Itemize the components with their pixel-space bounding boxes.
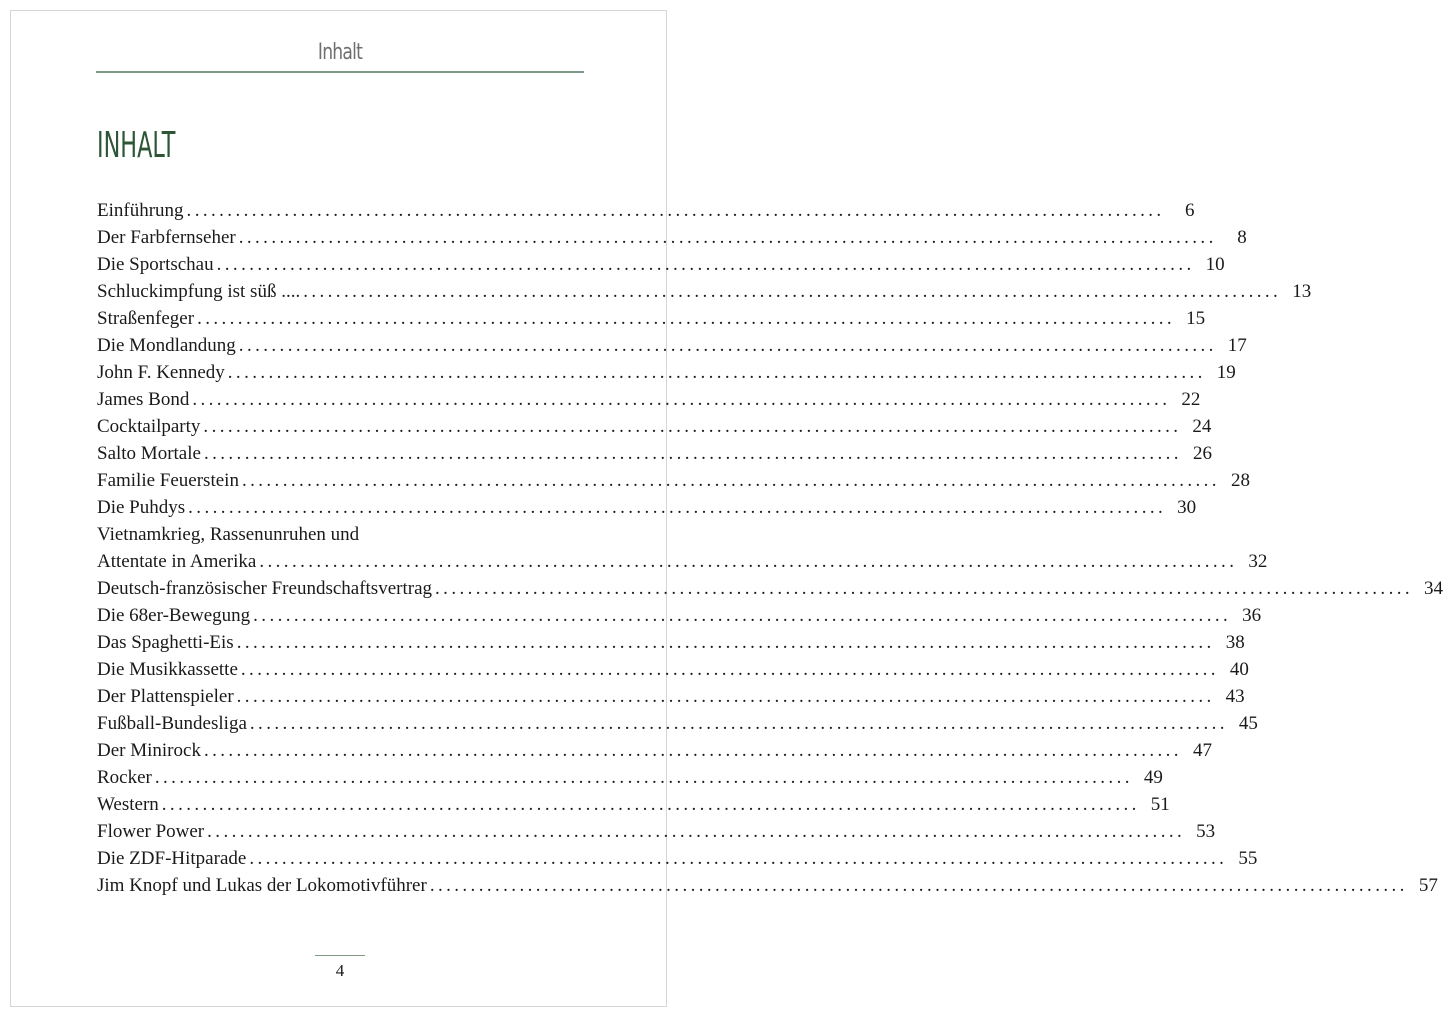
toc-entry-title: Schluckimpfung ist süß .... — [97, 281, 301, 302]
toc-entry-page: 10 — [1205, 254, 1225, 275]
toc-entry-title: Fußball-Bundesliga — [97, 713, 247, 734]
toc-leader-dots: ........................................................................................................................ — [238, 227, 1217, 248]
toc-entry-page: 15 — [1186, 308, 1206, 329]
toc-entry[interactable] — [97, 818, 1216, 845]
toc-entry[interactable] — [97, 413, 1212, 440]
toc-entry-page: 43 — [1225, 686, 1245, 707]
toc-entry-page: 17 — [1227, 335, 1247, 356]
toc-entry[interactable] — [97, 602, 1262, 629]
toc-entry-page: 32 — [1248, 551, 1268, 572]
toc-entry-title: Der Farbfernseher — [97, 227, 236, 248]
toc-leader-dots: ........................................................................................................................ — [161, 794, 1140, 815]
toc-entry-page: 40 — [1229, 659, 1249, 680]
toc-entry-page: 45 — [1238, 713, 1258, 734]
toc-leader-dots: ........................................................................................................................ — [236, 632, 1215, 653]
toc-entry[interactable] — [97, 710, 1258, 737]
toc-entry-title: Vietnamkrieg, Rassenunruhen und — [97, 524, 360, 545]
toc-leader-dots: ........................................................................................................................ — [241, 470, 1220, 491]
toc-leader-dots: ........................................................................................................................ — [303, 281, 1282, 302]
toc-entry-title: Einführung — [97, 200, 184, 221]
toc-leader-dots: ........................................................................................................................ — [197, 308, 1176, 329]
toc-leader-dots: ........................................................................................................................ — [259, 551, 1238, 572]
toc-entry-page: 13 — [1292, 281, 1312, 302]
toc-entry-page: 51 — [1150, 794, 1170, 815]
toc-entry-page: 28 — [1230, 470, 1250, 491]
running-head: Inhalt — [317, 40, 363, 65]
toc-entry[interactable] — [97, 494, 1197, 521]
toc-entry[interactable] — [97, 872, 1438, 899]
toc-entry-title: Die 68er-Bewegung — [97, 605, 251, 626]
toc-leader-dots: ........................................................................................................................ — [186, 200, 1165, 221]
toc-leader-dots: ........................................................................................................................ — [240, 659, 1219, 680]
toc-leader-dots: ........................................................................................................................ — [192, 389, 1171, 410]
toc-entry-title: Jim Knopf und Lukas der Lokomotivführer — [97, 875, 427, 896]
page-title: INHALT — [97, 125, 176, 166]
toc-leader-dots: ........................................................................................................................ — [253, 605, 1232, 626]
toc-entry-title: Das Spaghetti-Eis — [97, 632, 234, 653]
toc-leader-dots: ........................................................................................................................ — [236, 686, 1215, 707]
toc-entry-page: 47 — [1192, 740, 1212, 761]
toc-entry[interactable] — [97, 386, 1201, 413]
toc-entry[interactable] — [97, 521, 583, 548]
toc-entry-title: Der Plattenspieler — [97, 686, 234, 707]
toc-entry-title: Deutsch-französischer Freundschaftsvertrag — [97, 578, 433, 599]
footer-rule — [315, 955, 365, 956]
toc-entry[interactable] — [97, 764, 1163, 791]
toc-leader-dots: ........................................................................................................................ — [429, 875, 1408, 896]
toc-entry-page: 36 — [1242, 605, 1262, 626]
toc-leader-dots: ........................................................................................................................ — [203, 443, 1182, 464]
toc-entry[interactable] — [97, 845, 1258, 872]
header-rule — [96, 71, 584, 73]
toc-entry-page: 38 — [1225, 632, 1245, 653]
toc-entry[interactable] — [97, 359, 1236, 386]
toc-entry-page: 55 — [1238, 848, 1258, 869]
toc-entry[interactable] — [97, 575, 1443, 602]
toc-entry-title: Die ZDF-Hitparade — [97, 848, 247, 869]
toc-entry[interactable] — [97, 791, 1170, 818]
toc-leader-dots: ........................................................................................................................ — [203, 740, 1182, 761]
toc-leader-dots: ........................................................................................................................ — [435, 578, 1414, 599]
toc-entry-page: 8 — [1237, 227, 1247, 248]
toc-entry-title: Die Mondlandung — [97, 335, 236, 356]
toc-entry-page: 24 — [1192, 416, 1212, 437]
toc-entry-title: Die Musikkassette — [97, 659, 238, 680]
toc-entry-page: 26 — [1192, 443, 1212, 464]
table-of-contents — [97, 197, 1443, 899]
toc-leader-dots: ........................................................................................................................ — [188, 497, 1167, 518]
toc-leader-dots: ........................................................................................................................ — [154, 767, 1133, 788]
toc-entry[interactable] — [97, 683, 1245, 710]
toc-entry-title: Die Puhdys — [97, 497, 186, 518]
toc-entry[interactable] — [97, 197, 1195, 224]
toc-leader-dots: ........................................................................................................................ — [249, 848, 1228, 869]
page-number: 4 — [335, 961, 345, 980]
toc-entry-page: 53 — [1196, 821, 1216, 842]
toc-entry[interactable] — [97, 278, 1312, 305]
toc-entry-title: Attentate in Amerika — [97, 551, 257, 572]
toc-entry-title: James Bond — [97, 389, 190, 410]
toc-leader-dots: ........................................................................................................................ — [249, 713, 1228, 734]
toc-entry[interactable] — [97, 467, 1250, 494]
toc-entry[interactable] — [97, 251, 1225, 278]
toc-entry-title: Rocker — [97, 767, 152, 788]
toc-entry-title: Flower Power — [97, 821, 205, 842]
toc-leader-dots: ........................................................................................................................ — [203, 416, 1182, 437]
toc-entry-title: Der Minirock — [97, 740, 201, 761]
toc-entry[interactable] — [97, 629, 1245, 656]
toc-entry-title: Familie Feuerstein — [97, 470, 239, 491]
toc-entry[interactable] — [97, 305, 1206, 332]
toc-entry-page: 19 — [1216, 362, 1236, 383]
toc-entry-page: 57 — [1418, 875, 1438, 896]
toc-entry-page: 22 — [1181, 389, 1201, 410]
toc-entry[interactable] — [97, 656, 1249, 683]
toc-entry-title: Die Sportschau — [97, 254, 214, 275]
toc-entry-page: 49 — [1143, 767, 1163, 788]
toc-entry-title: John F. Kennedy — [97, 362, 225, 383]
toc-entry-page: 34 — [1424, 578, 1443, 599]
toc-entry-title: Straßenfeger — [97, 308, 195, 329]
toc-entry-title: Cocktailparty — [97, 416, 201, 437]
toc-entry-title: Western — [97, 794, 159, 815]
toc-entry[interactable] — [97, 224, 1247, 251]
toc-entry[interactable] — [97, 332, 1247, 359]
toc-entry[interactable] — [97, 548, 1268, 575]
toc-entry-page: 6 — [1185, 200, 1195, 221]
toc-entry[interactable] — [97, 737, 1212, 764]
toc-entry-page: 30 — [1177, 497, 1197, 518]
toc-leader-dots: ........................................................................................................................ — [207, 821, 1186, 842]
toc-entry[interactable] — [97, 440, 1212, 467]
toc-entry-title: Salto Mortale — [97, 443, 201, 464]
toc-leader-dots: ........................................................................................................................ — [238, 335, 1217, 356]
toc-leader-dots: ........................................................................................................................ — [227, 362, 1206, 383]
toc-leader-dots: ........................................................................................................................ — [216, 254, 1195, 275]
